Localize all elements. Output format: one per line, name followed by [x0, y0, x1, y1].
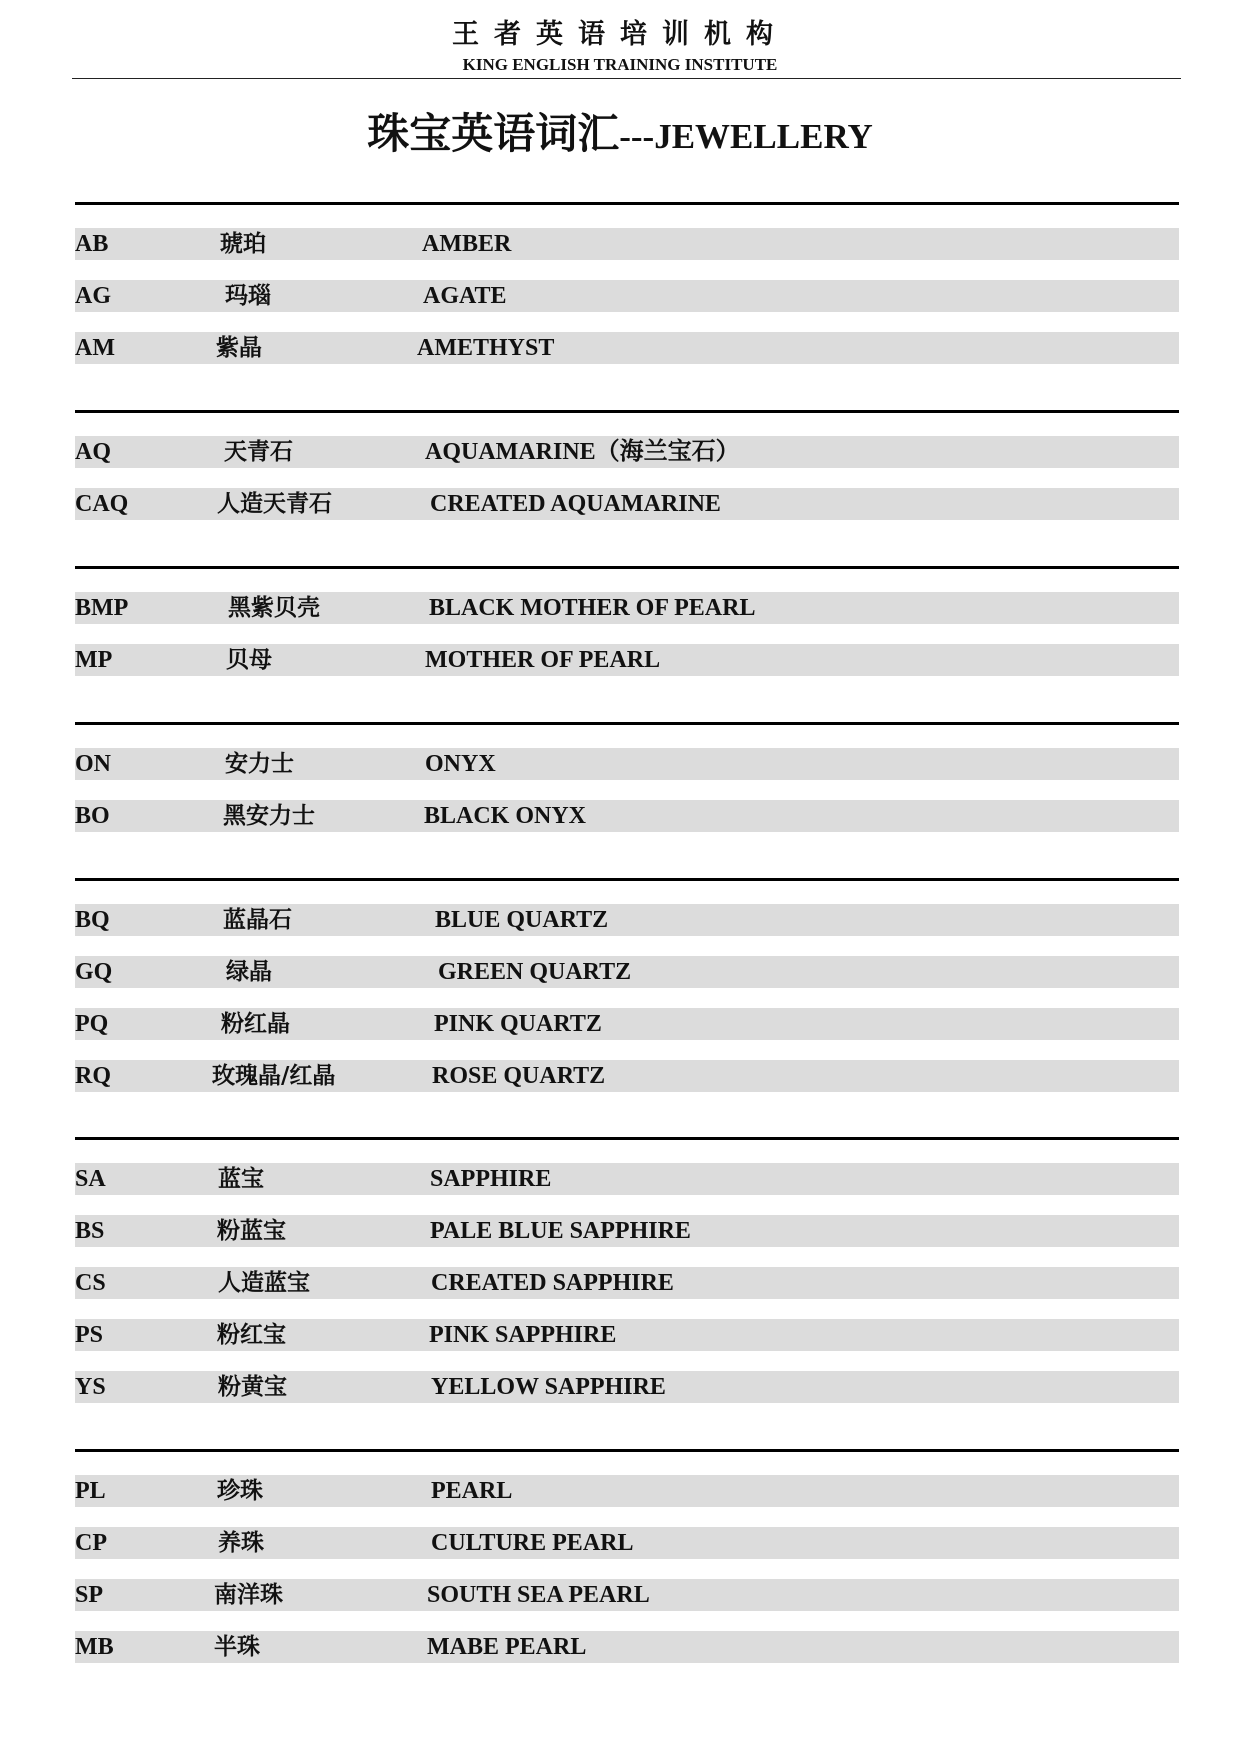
vocab-english: BLACK ONYX: [424, 803, 587, 829]
vocab-english: AGATE: [423, 283, 507, 309]
vocab-row: [75, 904, 1179, 936]
vocab-code: CAQ: [75, 491, 129, 517]
vocab-row: [75, 1215, 1179, 1247]
vocab-english: ROSE QUARTZ: [432, 1063, 606, 1089]
vocab-english: ONYX: [425, 751, 496, 777]
group-divider: [75, 1449, 1179, 1452]
vocab-row: [75, 436, 1179, 468]
vocab-chinese: 安力士: [225, 751, 294, 777]
vocab-chinese: 贝母: [226, 647, 272, 673]
vocab-english: GREEN QUARTZ: [438, 959, 632, 985]
vocab-code: SP: [75, 1582, 104, 1608]
vocab-english: BLACK MOTHER OF PEARL: [429, 595, 756, 621]
vocab-chinese: 粉红宝: [217, 1322, 286, 1348]
vocab-chinese: 粉黄宝: [218, 1374, 287, 1400]
vocab-chinese: 蓝晶石: [223, 907, 292, 933]
vocab-english: PALE BLUE SAPPHIRE: [430, 1218, 691, 1244]
vocab-chinese: 人造蓝宝: [218, 1270, 310, 1296]
vocab-row: [75, 956, 1179, 988]
vocab-row: [75, 800, 1179, 832]
vocab-row: [75, 592, 1179, 624]
page-title-cn: 珠宝英语词汇: [367, 109, 620, 158]
vocab-chinese: 养珠: [218, 1530, 264, 1556]
vocab-english: PINK QUARTZ: [434, 1011, 602, 1037]
page-title-en: ---JEWELLERY: [619, 117, 873, 156]
vocab-chinese: 蓝宝: [218, 1166, 264, 1192]
vocab-code: AM: [75, 335, 115, 361]
vocab-chinese: 粉蓝宝: [217, 1218, 286, 1244]
vocab-code: MP: [75, 647, 113, 673]
vocab-code: AG: [75, 283, 111, 309]
institute-name-en: KING ENGLISH TRAINING INSTITUTE: [462, 55, 778, 74]
vocab-code: MB: [75, 1634, 114, 1660]
vocab-english: AMETHYST: [417, 335, 555, 361]
vocab-code: AB: [75, 231, 109, 257]
group-divider: [75, 878, 1179, 881]
vocab-english: CREATED SAPPHIRE: [431, 1270, 674, 1296]
vocab-english: SOUTH SEA PEARL: [427, 1582, 650, 1608]
vocab-row: [75, 748, 1179, 780]
page-title: [0, 101, 1240, 161]
vocab-code: BS: [75, 1218, 105, 1244]
vocab-row: [75, 644, 1179, 676]
vocab-code: PQ: [75, 1011, 109, 1037]
vocab-chinese: 绿晶: [226, 959, 272, 985]
vocab-english: AMBER: [422, 231, 512, 257]
vocab-chinese: 玫瑰晶/红晶: [212, 1063, 336, 1089]
vocab-code: BMP: [75, 595, 129, 621]
vocab-english: YELLOW SAPPHIRE: [431, 1374, 666, 1400]
vocab-row: [75, 332, 1179, 364]
group-divider: [75, 1137, 1179, 1140]
vocab-code: BQ: [75, 907, 110, 933]
vocab-chinese: 天青石: [224, 439, 293, 465]
vocab-chinese: 黑紫贝壳: [228, 595, 320, 621]
vocab-code: PL: [75, 1478, 106, 1504]
vocab-row: [75, 280, 1179, 312]
group-divider: [75, 410, 1179, 413]
vocab-chinese: 珍珠: [217, 1478, 263, 1504]
vocab-row: [75, 1163, 1179, 1195]
header-divider: [72, 78, 1181, 79]
vocab-code: GQ: [75, 959, 113, 985]
vocab-code: SA: [75, 1166, 106, 1192]
vocab-chinese: 南洋珠: [214, 1582, 283, 1608]
vocab-code: CS: [75, 1270, 106, 1296]
vocab-english: PINK SAPPHIRE: [429, 1322, 617, 1348]
vocab-code: YS: [75, 1374, 106, 1400]
vocab-english: MABE PEARL: [427, 1634, 587, 1660]
vocab-english: MOTHER OF PEARL: [425, 647, 661, 673]
vocab-chinese: 半珠: [214, 1634, 260, 1660]
vocab-row: [75, 488, 1179, 520]
vocab-row: [75, 228, 1179, 260]
vocab-row: [75, 1527, 1179, 1559]
vocab-row: [75, 1267, 1179, 1299]
vocab-code: BO: [75, 803, 110, 829]
vocab-chinese: 黑安力士: [223, 803, 315, 829]
vocab-chinese: 琥珀: [220, 231, 266, 257]
vocab-chinese: 紫晶: [216, 335, 262, 361]
vocab-english: AQUAMARINE（海兰宝石）: [425, 439, 740, 465]
vocab-row: [75, 1008, 1179, 1040]
vocab-row: [75, 1579, 1179, 1611]
group-divider: [75, 202, 1179, 205]
vocab-english: CULTURE PEARL: [431, 1530, 634, 1556]
vocab-english: CREATED AQUAMARINE: [430, 491, 721, 517]
vocab-english: PEARL: [431, 1478, 513, 1504]
vocab-row: [75, 1319, 1179, 1351]
group-divider: [75, 566, 1179, 569]
vocab-chinese: 玛瑙: [225, 283, 271, 309]
institute-name-cn: 王者英语培训机构: [452, 19, 788, 50]
vocab-row: [75, 1631, 1179, 1663]
vocab-english: BLUE QUARTZ: [435, 907, 609, 933]
group-divider: [75, 722, 1179, 725]
vocab-english: SAPPHIRE: [430, 1166, 552, 1192]
vocab-code: PS: [75, 1322, 104, 1348]
vocab-chinese: 人造天青石: [217, 491, 332, 517]
vocab-chinese: 粉红晶: [221, 1011, 290, 1037]
vocab-row: [75, 1060, 1179, 1092]
vocab-code: CP: [75, 1530, 107, 1556]
vocab-row: [75, 1475, 1179, 1507]
vocab-code: RQ: [75, 1063, 111, 1089]
vocab-code: ON: [75, 751, 111, 777]
vocab-code: AQ: [75, 439, 111, 465]
vocab-row: [75, 1371, 1179, 1403]
